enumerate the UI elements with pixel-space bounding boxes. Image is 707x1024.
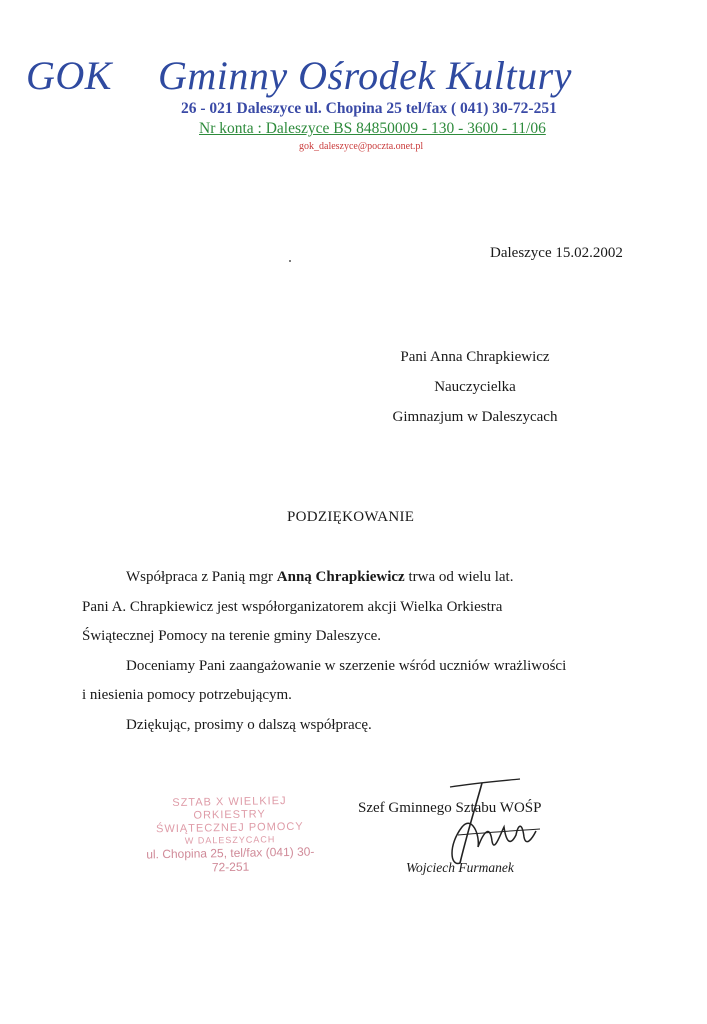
letterhead-abbr: GOK (26, 53, 112, 98)
letterhead-address: 26 - 021 Daleszyce ul. Chopina 25 tel/fax ( 041) 30-72-251 (181, 100, 557, 117)
recipient-name: Pani Anna Chrapkiewicz (400, 349, 550, 365)
handwritten-signature (420, 775, 560, 895)
paragraph-3: Dziękując, prosimy o dalszą współpracę. (126, 716, 372, 733)
signature-title: Szef Gminnego Sztabu WOŚP (358, 800, 542, 816)
signatory-name: Wojciech Furmanek (406, 860, 514, 875)
stamp-line-2: ŚWIĄTECZNEJ POMOCY (156, 820, 304, 836)
letter-heading: PODZIĘKOWANIE (287, 509, 415, 525)
recipient-block (360, 342, 590, 432)
scan-speck (289, 260, 291, 262)
letterhead-name: Gminny Ośrodek Kultury (158, 53, 572, 98)
organization-stamp (139, 794, 320, 875)
letter-date: Daleszyce 15.02.2002 (490, 245, 623, 261)
paragraph-2-line-1: Doceniamy Pani zaangażowanie w szerzenie wśród uczniów wrażliwości (126, 657, 567, 674)
letterhead-account: Nr konta : Daleszyce BS 84850009 - 130 - 3600 - 11/06 (199, 120, 546, 137)
paragraph-2-line-2: i niesienia pomocy potrzebującym. (82, 687, 292, 703)
stamp-line-3: W DALESZYCACH (184, 834, 276, 846)
p1-bold-name: Anną Chrapkiewicz (276, 569, 405, 585)
recipient-role: Nauczycielka (434, 379, 516, 395)
paragraph-1-line-3: Świątecznej Pomocy na terenie gminy Daleszyce. (82, 628, 382, 644)
letterhead-email: gok_daleszyce@poczta.onet.pl (299, 141, 424, 152)
p1-text-after: trwa od wielu lat. (404, 569, 514, 585)
p1-text-before: Współpraca z Panią mgr (126, 569, 277, 585)
stamp-line-1: SZTAB X WIELKIEJ ORKIESTRY (172, 795, 287, 822)
letter-body (82, 563, 642, 740)
recipient-school: Gimnazjum w Daleszycach (392, 409, 558, 425)
paragraph-1-line-1 (82, 563, 642, 593)
paragraph-1-line-2: Pani A. Chrapkiewicz jest współorganizatorem akcji Wielka Orkiestra (82, 598, 503, 615)
letterhead-title (26, 52, 666, 99)
stamp-line-4: ul. Chopina 25, tel/fax (041) 30-72-251 (146, 844, 315, 875)
